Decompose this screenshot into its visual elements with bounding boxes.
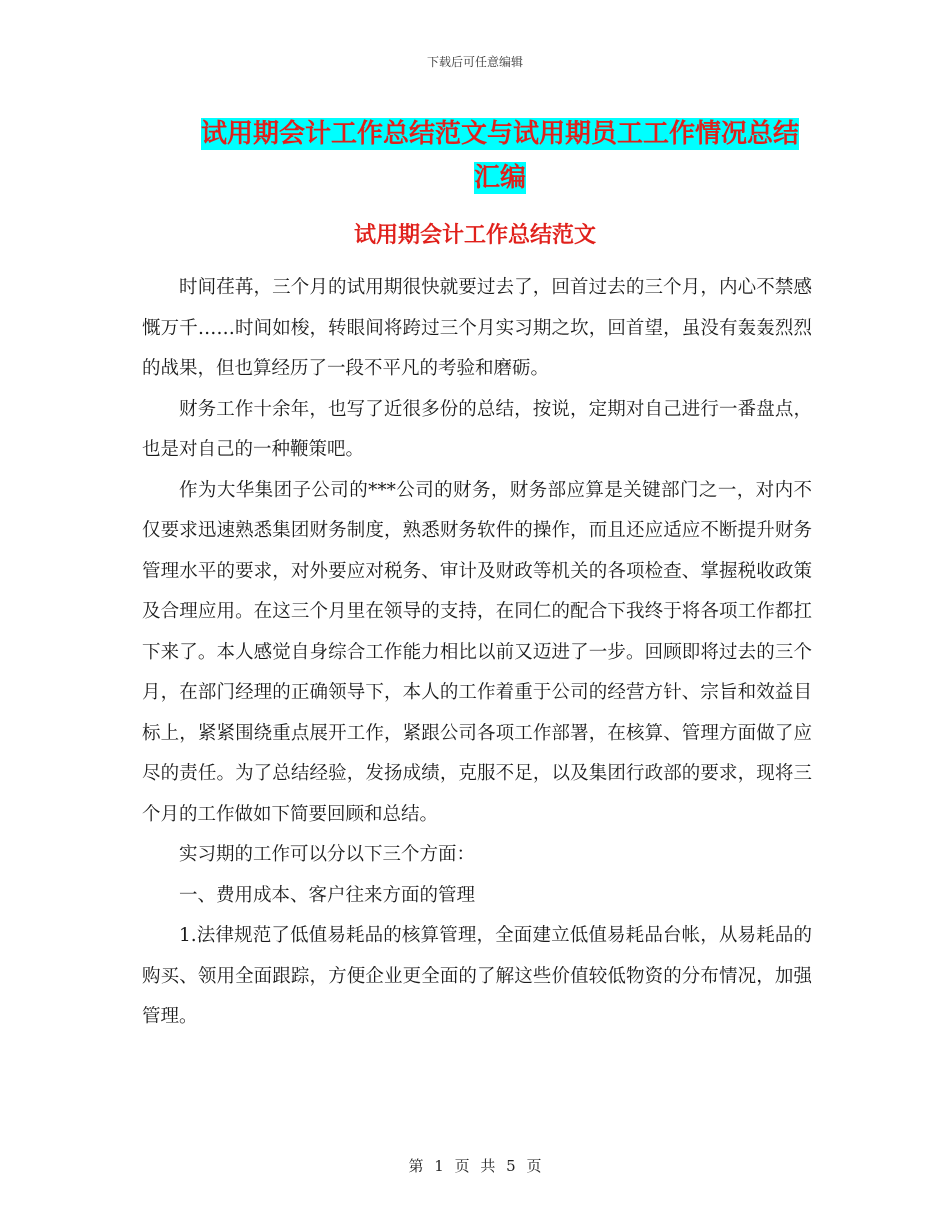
title-line-1: 试用期会计工作总结范文与试用期员工工作情况总结 [200,119,799,149]
paragraph: 作为大华集团子公司的***公司的财务，财务部应算是关键部门之一，对内不仅要求迅速熟悉集团财务制度，熟悉财务软件的操作，而且还应适应不断提升财务管理水平的要求，对外要应对税务、审计及财政等机关的各项检查、掌握税收政策及合理应用。在这三个月里在领导的支持，在同仁的配合下我终于将各项工作都扛下来了。本人感觉自身综合工作能力相比以前又迈进了一步。回顾即将过去的三个月，在部门经理的正确领导下，本人的工作着重于公司的经营方针、宗旨和效益目标上，紧紧围绕重点展开工作，紧跟公司各项工作部署，在核算、管理方面做了应尽的责任。为了总结经验，发扬成绩，克服不足，以及集团行政部的要求，现将三个月的工作做如下简要回顾和总结。 [142,479,812,825]
paragraph: 1.法律规范了低值易耗品的核算管理，全面建立低值易耗品台帐，从易耗品的购买、领用全面跟踪，方便企业更全面的了解这些价值较低物资的分布情况，加强管理。 [142,925,812,1027]
paragraph: 一、费用成本、客户往来方面的管理 [179,884,476,906]
document-body [142,268,812,1038]
document-title [140,112,860,200]
section-title: 试用期会计工作总结范文 [353,223,596,248]
header-note: 下载后可任意编辑 [426,55,523,69]
title-line-2: 汇编 [473,163,526,193]
paragraph: 财务工作十余年，也写了近很多份的总结，按说，定期对自己进行一番盘点，也是对自己的一种鞭策吧。 [142,398,812,460]
paragraph: 实习期的工作可以分以下三个方面： [179,844,476,865]
page-footer: 第 1 页 共 5 页 [408,1157,542,1175]
paragraph: 时间荏苒，三个月的试用期很快就要过去了，回首过去的三个月，内心不禁感慨万千……时间如梭，转眼间将跨过三个月实习期之坎，回首望，虽没有轰轰烈烈的战果，但也算经历了一段不平凡的考验和磨砺。 [142,277,812,379]
